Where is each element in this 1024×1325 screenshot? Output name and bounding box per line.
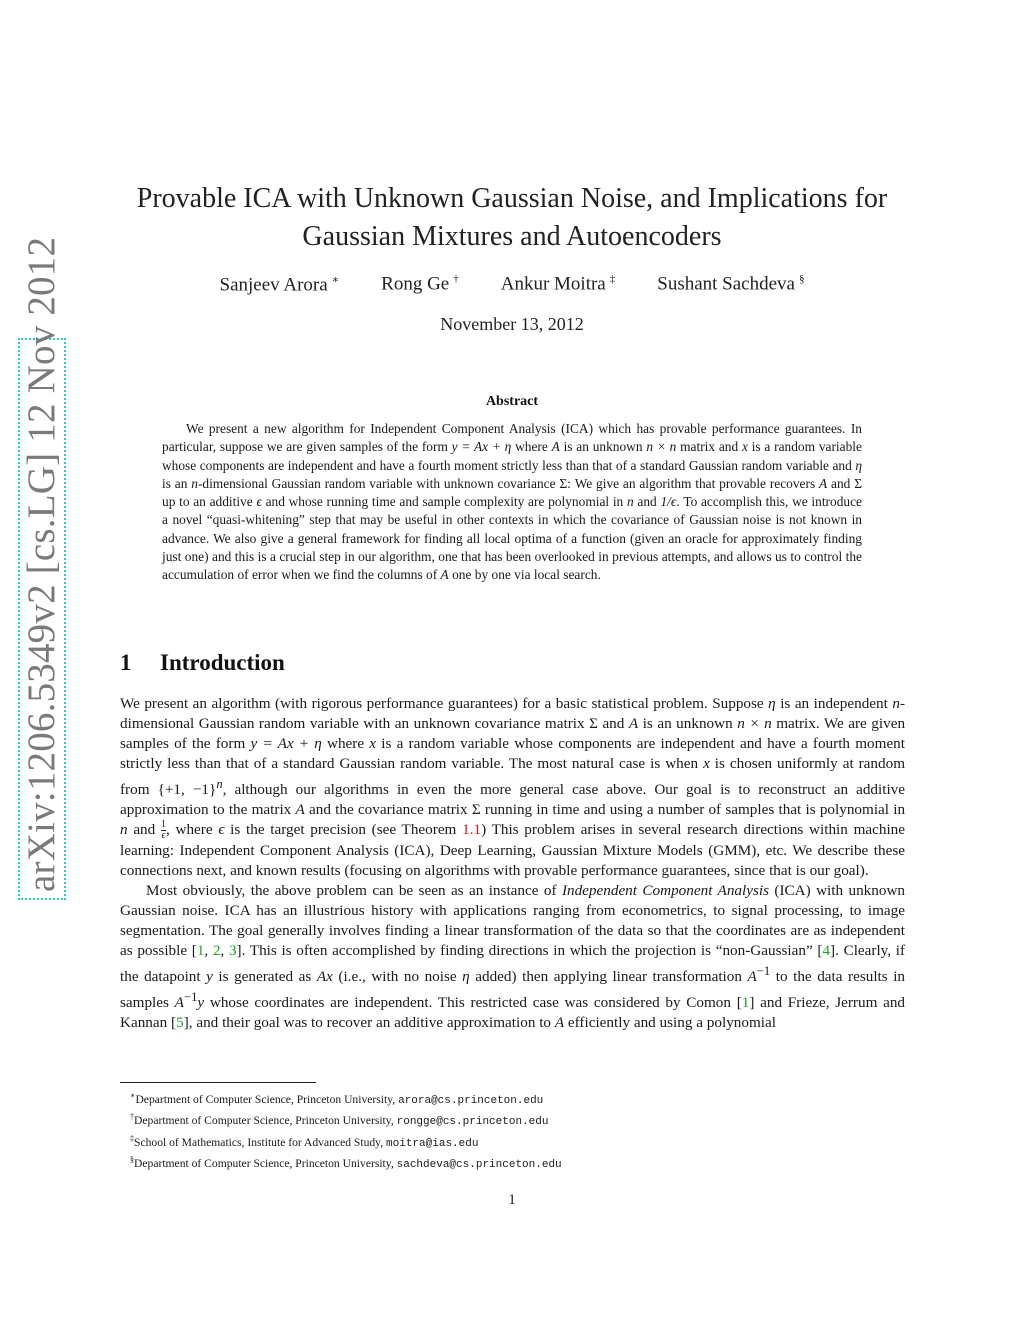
paper-title: [120, 180, 904, 256]
footnote: ∗Department of Computer Science, Princeton University, arora@cs.princeton.edu: [130, 1091, 544, 1107]
email-link[interactable]: rongge@cs.princeton.edu: [396, 1116, 549, 1129]
paragraph: We present an algorithm (with rigorous performance guarantees) for a basic statistical problem. Suppose η is an independent n-dimensional Gaussian random variable with an unknown covariance matrix Σ and A is an unknown n × n matrix. We are given samples of the form y = Ax + η where x is a random variable whose components are independent and have a fourth moment strictly less than that of a standard Gaussian random variable. The most natural case is when x is chosen uniformly at random from {+1, −1}$^n$, although our algorithms in even the more general case above. Our goal is to reconstruct an additive approximation to the matrix A and the covariance matrix Σ running in time and using a number of samples that is polynomial in n and $\frac{1}{\epsilon}$ , where ϵ is the target precision (see Theorem 1.1) This problem arises in several research directions within machine learning: Independent Component Analysis (ICA), Deep Learning, Gaussian Mixture Models (GMM), etc. We describe these connections next, and known results (focusing on algorithms with provable performance guarantees, since that is our goal).: [120, 695, 906, 880]
email-link[interactable]: moitra@ias.edu: [386, 1137, 479, 1150]
citation-link[interactable]: 1: [196, 942, 205, 960]
title-line-2: Gaussian Mixtures and Autoencoders: [302, 221, 722, 252]
arxiv-identifier-stamp[interactable]: arXiv:1206.5349v2 [cs.LG] 12 Nov 2012: [18, 338, 66, 900]
citation-link[interactable]: 5: [176, 1014, 184, 1032]
theorem-reference-link[interactable]: 1.1: [462, 821, 482, 839]
author: Rong Ge †: [381, 273, 459, 295]
footnotes: [120, 1088, 905, 1173]
citation-link[interactable]: 1: [741, 994, 750, 1012]
paragraph: Most obviously, the above problem can be seen as an instance of Independent Component Analysis (ICA) with unknown Gaussian noise. ICA has an illustrious history with applications ranging from econometrics, to signal processing, to image segmentation. The goal generally involves finding a linear transformation of the data so that the coordinates are as independent as possible [1, 2, 3]. This is often accomplished by finding directions in which the projection is “non-Gaussian” [4]. Clearly, if the datapoint y is generated as Ax (i.e., with no noise η added) then applying linear transformation $A^{-1}$ to the data results in samples $A^{-1}y$ whose coordinates are independent. This restricted case was considered by Comon [1] and Frieze, Jerrum and Kannan [5], and their goal was to recover an additive approximation to A efficiently and using a polynomial: [120, 882, 906, 1032]
citation-link[interactable]: 3: [228, 942, 237, 960]
author: Sushant Sachdeva §: [657, 273, 805, 295]
body-text: [120, 694, 905, 1033]
email-link[interactable]: arora@cs.princeton.edu: [398, 1094, 544, 1107]
abstract-text: We present a new algorithm for Independent Component Analysis (ICA) which has provable performance guarantees. In particular, suppose we are given samples of the form y = Ax + η where A is an unknown n × n matrix and x is a random variable whose components are independent and have a fourth moment strictly less than that of a standard Gaussian random variable and η is an n-dimensional Gaussian random variable with unknown covariance Σ: We give an algorithm that provable recovers A and Σ up to an additive ϵ and whose running time and sample complexity are polynomial in n and 1/ϵ. To accomplish this, we introduce a novel “quasi-whitening” step that may be useful in other contexts in which the covariance of Gaussian noise is not known in advance. We also give a general framework for finding all local optima of a function (given an oracle for approximately finding just one) and this is a crucial step in our algorithm, one that has been overlooked in previous attempts, and allows us to control the accumulation of error when we find the columns of A one by one via local search.: [162, 421, 862, 583]
email-link[interactable]: sachdeva@cs.princeton.edu: [396, 1158, 562, 1171]
footnote: †Department of Computer Science, Princeton University, rongge@cs.princeton.edu: [130, 1112, 549, 1129]
author: Sanjeev Arora ∗: [219, 274, 340, 296]
page-number: 1: [508, 1192, 516, 1208]
footnote: §Department of Computer Science, Princeton University, sachdeva@cs.princeton.edu: [130, 1155, 562, 1171]
title-line-1: Provable ICA with Unknown Gaussian Noise, and Implications for: [136, 183, 888, 214]
abstract-heading: Abstract: [485, 394, 539, 409]
citation-link[interactable]: 2: [212, 942, 221, 960]
author-list: [160, 273, 864, 296]
footnote-divider: [120, 1082, 316, 1083]
section-heading: 1 Introduction: [120, 650, 285, 675]
author: Ankur Moitra ‡: [500, 273, 616, 295]
paper-date: November 13, 2012: [440, 314, 584, 334]
footnote: ‡School of Mathematics, Institute for Advanced Study, moitra@ias.edu: [130, 1133, 479, 1150]
citation-link[interactable]: 4: [822, 942, 831, 960]
